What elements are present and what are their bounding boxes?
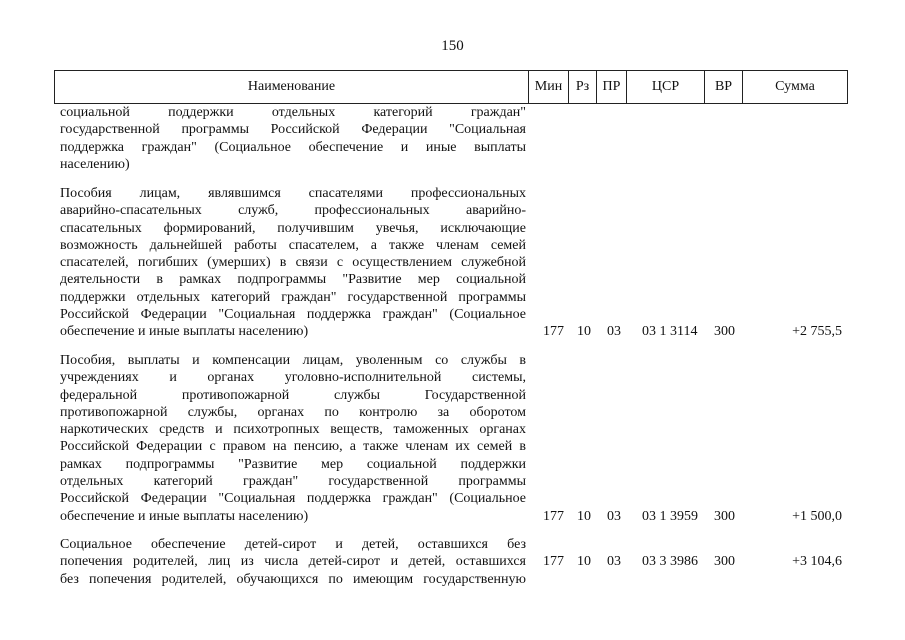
cell-pr: 03 <box>607 508 621 524</box>
cell-min: 177 <box>543 324 564 340</box>
row-line: спасателей, погибших (умерших) в связи с осуществлением служебной <box>60 255 526 271</box>
row-line: поддержки отдельных категорий граждан" государственной программы <box>60 289 526 305</box>
row-line: поддержка граждан" (Социальное обеспечение и иные выплаты <box>60 139 526 155</box>
cell-vr: 300 <box>714 324 735 340</box>
header-vr: ВР <box>705 71 743 103</box>
row-values <box>60 323 850 340</box>
cell-sum: +2 755,5 <box>792 324 842 340</box>
row-line: государственной программы Российской Федерации "Социальная <box>60 122 526 138</box>
row-line: аварийно-спасательных служб, профессиональных аварийно- <box>60 203 526 219</box>
row-line: учреждениях и органах уголовно-исполнительной системы, <box>60 370 526 386</box>
row-line: социальной поддержки отдельных категорий граждан" <box>60 105 526 120</box>
table-row <box>60 352 850 525</box>
header-name: Наименование <box>55 71 529 103</box>
row-line: противопожарной службы, органах по контролю за оборотом <box>60 404 526 420</box>
row-line: населению) <box>60 156 130 172</box>
row-line: федеральной противопожарной службы Государственной <box>60 387 526 403</box>
row-description <box>60 352 526 525</box>
table-row <box>60 536 850 588</box>
row-line: Социальное обеспечение детей-сирот и детей, оставшихся без <box>60 537 526 552</box>
cell-vr: 300 <box>714 554 735 570</box>
header-min: Мин <box>529 71 569 103</box>
table-row <box>60 104 850 173</box>
header-pr: ПР <box>597 71 627 103</box>
row-description <box>60 104 526 173</box>
cell-sum: +3 104,6 <box>792 554 842 570</box>
row-line: отдельных категорий граждан" государственной программы <box>60 474 526 490</box>
row-line: Пособия лицам, являвшимся спасателями профессиональных <box>60 186 526 201</box>
row-line: обеспечение и иные выплаты населению) <box>60 508 309 524</box>
row-line: возможность дальнейшей работы спасателем, а также членам семей <box>60 237 526 253</box>
cell-min: 177 <box>543 508 564 524</box>
row-line: Пособия, выплаты и компенсации лицам, уволенным со службы в <box>60 353 526 368</box>
header-csr: ЦСР <box>627 71 705 103</box>
row-line: наркотических средств и психотропных веществ, таможенных органах <box>60 422 526 438</box>
cell-vr: 300 <box>714 508 735 524</box>
row-line: попечения родителей, лиц из числа детей-сирот и детей, оставшихся <box>60 554 526 570</box>
cell-csr: 03 1 3959 <box>642 508 698 524</box>
cell-csr: 03 3 3986 <box>642 554 698 570</box>
page-number: 150 <box>441 38 464 54</box>
row-line: обеспечение и иные выплаты населению) <box>60 324 309 340</box>
header-rz: Рз <box>569 71 597 103</box>
cell-rz: 10 <box>577 554 591 570</box>
table-header <box>54 70 848 104</box>
row-description <box>60 185 526 341</box>
row-line: рамках подпрограммы "Развитие мер социальной поддержки <box>60 456 526 472</box>
row-line: без попечения родителей, обучающихся по имеющим государственную <box>60 571 526 587</box>
cell-min: 177 <box>543 554 564 570</box>
cell-csr: 03 1 3114 <box>642 324 698 340</box>
row-line: Российской Федерации с правом на пенсию, а также членам их семей в <box>60 439 526 455</box>
row-values <box>60 553 850 570</box>
table-row <box>60 185 850 341</box>
cell-sum: +1 500,0 <box>792 508 842 524</box>
row-line: Российской Федерации "Социальная поддержка граждан" (Социальное <box>60 307 526 323</box>
cell-rz: 10 <box>577 508 591 524</box>
row-values <box>60 508 850 525</box>
header-sum: Сумма <box>775 79 815 94</box>
cell-pr: 03 <box>607 554 621 570</box>
row-line: деятельности в рамках подпрограммы "Развитие мер социальной <box>60 272 526 288</box>
cell-rz: 10 <box>577 324 591 340</box>
cell-pr: 03 <box>607 324 621 340</box>
row-line: Российской Федерации "Социальная поддержка граждан" (Социальное <box>60 491 526 507</box>
row-line: спасательных формирований, получившим увечья, исключающие <box>60 220 526 236</box>
